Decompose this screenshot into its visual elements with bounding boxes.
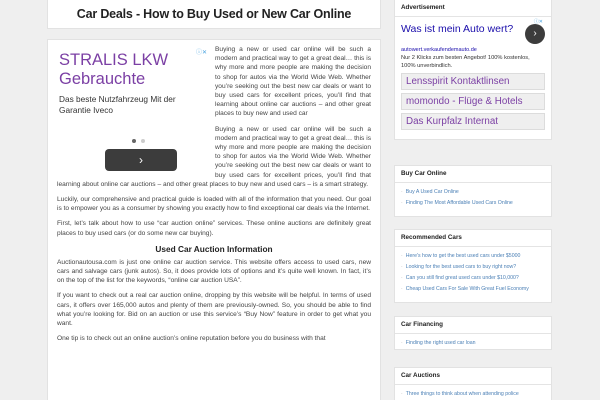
article-paragraph: Auctionautousa.com is just one online car auction service. This website offers access to used cars, new cars and salvage cars (junk autos). So, it does provide lots of options and it’s quite well known. In fact, it’s on the top of the list for the keywords, “online car auction USA”.: [57, 258, 371, 285]
sidebar-link[interactable]: · Here's how to get the best used cars under $5000: [401, 251, 545, 262]
ad-link[interactable]: momondo - Flüge & Hotels: [401, 93, 545, 110]
sidebar-widget-buy-car-online: [394, 165, 552, 217]
sidebar-link[interactable]: · Can you still find great used cars under $10,000?: [401, 273, 545, 284]
page-title: Car Deals - How to Buy Used or New Car Online: [76, 7, 352, 21]
article-paragraph: Buying a new or used car online will be such a modern and practical way to get a great deal… this is why more and more people are making the decision to shop for autos via the World Wide Web. Whether you’re seeking out the best new car deals or want to buy used cars for excellent prices, you’ll find that learning about online car auctions – and other great places to buy new and used car: [215, 46, 371, 118]
sidebar-link[interactable]: · Looking for the best used cars to buy right now?: [401, 262, 545, 273]
article-paragraph: Buying a new or used car online will be such a modern and practical way to get a great deal… this is why more and more people are making the decision to shop for autos via the World Wide Web. Whether you’re seeking out the best new car deals or want to buy used cars for excellent prices, you’ll find that learning about online car auctions – and other great places to buy new and used cars – is a smart strategy.: [57, 125, 371, 188]
ad-link[interactable]: Das Kurpfalz Internat: [401, 113, 545, 130]
ad-arrow-button[interactable]: ›: [525, 24, 545, 44]
sidebar-widget-car-financing: [394, 316, 552, 350]
ad-link[interactable]: Lensspirit Kontaktlinsen: [401, 73, 545, 90]
ad-headline[interactable]: STRALIS LKW Gebrauchte: [59, 51, 169, 88]
ad-url[interactable]: autowert.verkaufendemauto.de: [401, 47, 477, 53]
ad-body-text: Das beste Nutzfahrzeug Mit der Garantie Iveco: [59, 94, 176, 115]
carousel-dot[interactable]: [141, 139, 145, 143]
article-paragraph: Luckily, our comprehensive and practical guide is loaded with all of the information that you need. Our goal is to empower you as a consumer by showing you exactly how to find exceptional car deals via the Internet.: [57, 196, 371, 213]
sidebar-link[interactable]: · Three things to think about when attending police: [401, 389, 545, 400]
article-paragraph: If you want to check out a real car auction online, dropping by this website will be helpful. In terms of used cars, it offers over 165,000 autos and plenty of them are previously-owned. So, you should be able to find what you’re looking for. Bid on an auction or use this service’s “Buy Now” feature in order to get what you want.: [57, 292, 371, 328]
article-body: [47, 39, 381, 400]
article-paragraph: One tip is to check out an online auction’s online reputation before you do business with that: [57, 335, 326, 343]
sidebar-title: Buy Car Online: [401, 170, 447, 177]
ad-choices-icon[interactable]: ⓘ✕: [195, 50, 207, 56]
sidebar-title: Car Financing: [401, 321, 443, 328]
ad-carousel-dots: [132, 139, 145, 143]
section-heading: Used Car Auction Information: [155, 243, 273, 254]
sidebar-advertisement: [394, 0, 552, 140]
sidebar-link[interactable]: · Finding The Most Affordable Used Cars Online: [401, 198, 545, 209]
sidebar-widget-recommended-cars: [394, 229, 552, 303]
article-paragraph: First, let’s talk about how to use “car auction online” services. These online auctions are definitely great places to buy used cars (or do some new car buying).: [57, 220, 371, 237]
sidebar-title: Car Auctions: [401, 372, 440, 379]
ad-next-button[interactable]: ›: [105, 149, 177, 171]
sidebar-link[interactable]: · Cheap Used Cars For Sale With Great Fuel Economy: [401, 284, 545, 295]
ad-description: Nur 2 Klicks zum besten Angebot! 100% kostenlos, 100% unverbindlich.: [401, 55, 530, 69]
ad-choices-icon[interactable]: ⓘ✕: [533, 19, 543, 25]
sidebar-title: Recommended Cars: [401, 234, 462, 241]
sidebar-widget-car-auctions: [394, 367, 552, 400]
ad-headline[interactable]: Was ist mein Auto wert?: [401, 23, 514, 35]
article-ad[interactable]: [57, 47, 207, 168]
carousel-dot-active[interactable]: [132, 139, 136, 143]
sidebar-link[interactable]: · Finding the right used car loan: [401, 338, 545, 349]
sidebar-title: Advertisement: [401, 4, 445, 11]
sidebar-link[interactable]: · Buy A Used Car Online: [401, 187, 545, 198]
page-title-box: [47, 0, 381, 29]
